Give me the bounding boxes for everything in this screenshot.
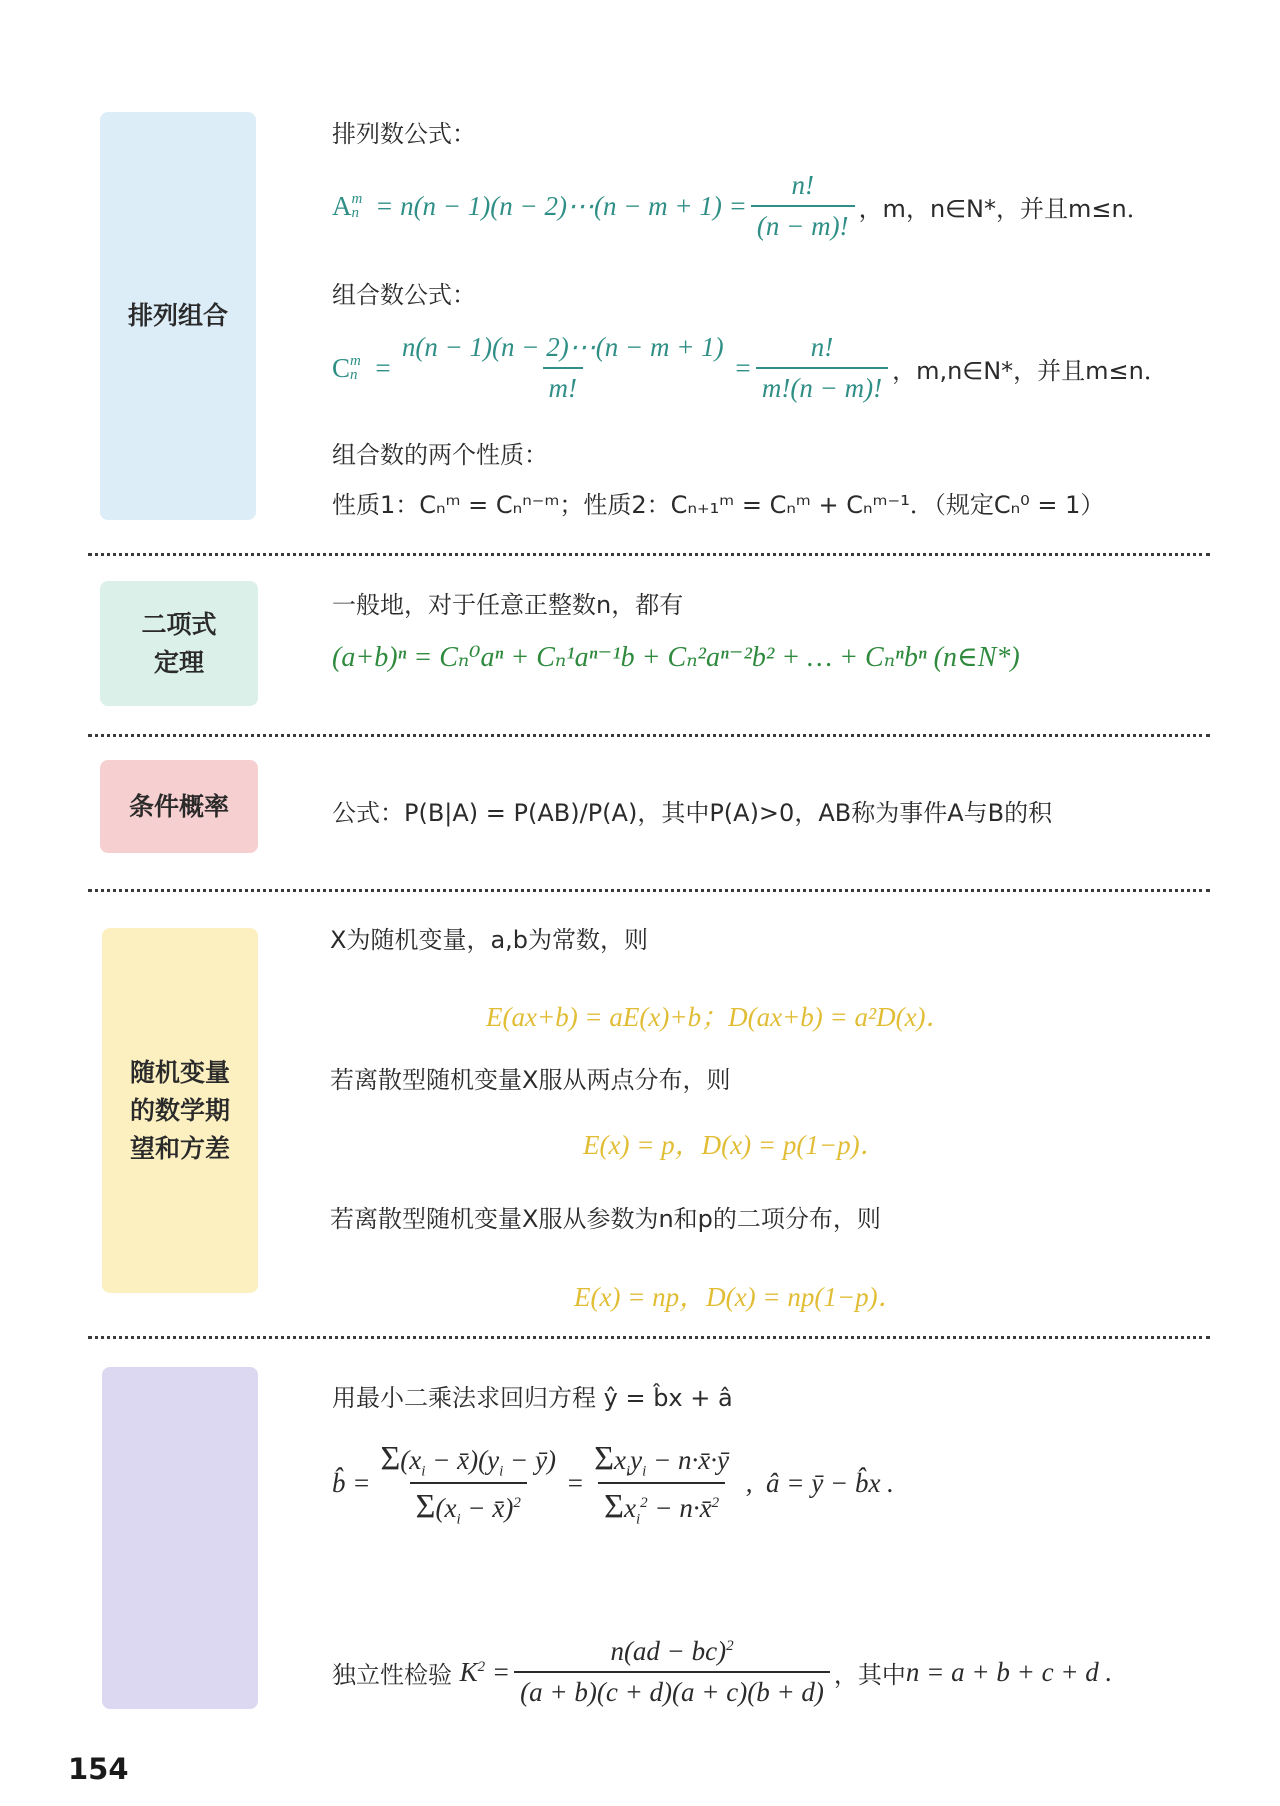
arrangement-heading: 排列数公式： bbox=[332, 120, 476, 148]
label-text: 望和方差 bbox=[129, 1133, 230, 1163]
section-label-permutation bbox=[100, 112, 256, 520]
combination-tail: ，m,n∈N*，并且m≤n． bbox=[892, 356, 1168, 385]
label-text: 二项式 bbox=[141, 609, 217, 639]
expectation-intro: X为随机变量，a,b为常数，则 bbox=[330, 926, 649, 954]
page-number: 154 bbox=[68, 1752, 129, 1786]
combination-heading: 组合数公式： bbox=[332, 281, 476, 309]
section-label-expectation bbox=[102, 928, 258, 1293]
regression-b-formula: b̂ = $\frac{\Sigma(x_i - x̄)(y_i - ȳ)}{\Sigma(x_i - x̄)^2}$ = $\frac{\Sigma x_iy_i - n\cdot x̄\cdot ȳ}{\Sigma x_i^2 - n\cdot x̄^2}$ , â = ȳ − b̂x . bbox=[332, 1440, 894, 1528]
two-point-formula: E(x) = p，D(x) = p(1−p)． bbox=[583, 1130, 887, 1160]
binomial-intro: 一般地，对于任意正整数n，都有 bbox=[332, 591, 684, 619]
arrangement-tail: ，m，n∈N*，并且m≤n． bbox=[858, 194, 1151, 223]
combination-formula: C m n = $\frac{n(n - 1)(n - 2)\cdots(n - m + 1)}{m!}$ = $\frac{n!}{m!(n - m)!}$ ，m,n∈N*，并且m≤n． bbox=[332, 332, 1168, 403]
linearity-formula: E(ax+b) = aE(x)+b；D(ax+b) = a²D(x)． bbox=[486, 1002, 953, 1032]
conditional-formula: 公式：P(B|A) = P(AB)/P(A)，其中P(A)>0，AB称为事件A与B的积 bbox=[332, 799, 1053, 827]
section-label-conditional bbox=[100, 760, 258, 853]
two-point-intro: 若离散型随机变量X服从两点分布，则 bbox=[330, 1066, 731, 1094]
section-label-regression bbox=[102, 1367, 258, 1709]
properties-line: 性质1：Cₙᵐ = Cₙⁿ⁻ᵐ；性质2：Cₙ₊₁ᵐ = Cₙᵐ + Cₙᵐ⁻¹．（规定Cₙ⁰ = 1） bbox=[332, 491, 1105, 519]
divider bbox=[88, 553, 1210, 556]
divider bbox=[88, 1336, 1210, 1339]
label-text: 的数学期 bbox=[129, 1095, 230, 1125]
divider bbox=[88, 734, 1210, 737]
label-text: 随机变量 bbox=[129, 1057, 230, 1087]
regression-intro: 用最小二乘法求回归方程 ŷ = b̂x + â bbox=[332, 1384, 733, 1412]
binomial-dist-formula: E(x) = np，D(x) = np(1−p)． bbox=[574, 1282, 905, 1312]
section-label-binomial bbox=[100, 581, 258, 706]
label-text: 排列组合 bbox=[127, 301, 228, 330]
label-text: 定理 bbox=[153, 647, 204, 677]
binomial-dist-intro: 若离散型随机变量X服从参数为n和p的二项分布，则 bbox=[330, 1205, 881, 1233]
chi-square-formula: 独立性检验 $K^2$ = $\frac{n(ad - bc)^2}{(a + b)(c + d)(a + c)(b + d)}$ ，其中 n = a + b + c + d . bbox=[332, 1636, 1113, 1707]
divider bbox=[88, 889, 1210, 892]
arrangement-formula: A m n = n(n − 1)(n − 2)⋯(n − m + 1) = $\frac{n!}{(n - m)!}$ ，m，n∈N*，并且m≤n． bbox=[332, 170, 1151, 241]
label-text: 条件概率 bbox=[128, 791, 229, 821]
binomial-formula: (a+b)ⁿ = Cₙ⁰aⁿ + Cₙ¹aⁿ⁻¹b + Cₙ²aⁿ⁻²b² + … + Cₙⁿbⁿ (n∈N*) bbox=[332, 642, 1020, 673]
properties-heading: 组合数的两个性质： bbox=[332, 441, 548, 469]
